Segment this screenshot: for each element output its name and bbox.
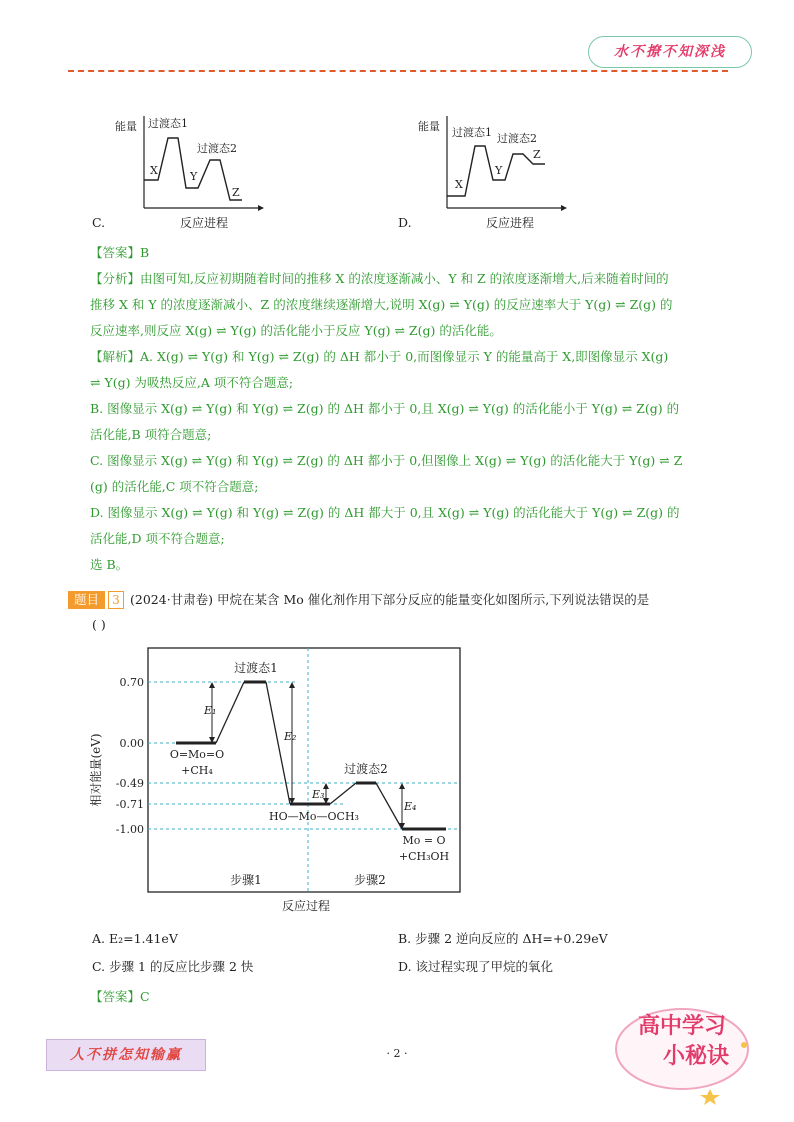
d-xlabel: 反应进程 bbox=[486, 216, 535, 230]
explain-line-1: 【解析】A. X(g) ⇌ Y(g) 和 Y(g) ⇌ Z(g) 的 ΔH 都小于 0,而图像显示 Y 的能量高于 X,即图像显示 X(g) bbox=[90, 349, 669, 364]
label-e1: E₁ bbox=[204, 704, 217, 717]
question3-answer: 【答案】C bbox=[90, 989, 150, 1004]
badge-line-1: 高中学习 bbox=[637, 1014, 726, 1039]
explain-line-9: 选 B。 bbox=[90, 557, 129, 572]
question-number: 3 bbox=[108, 591, 124, 609]
c-xlabel: 反应进程 bbox=[180, 216, 229, 230]
option-c-label: C. bbox=[92, 215, 106, 230]
label-s3: Mo = O bbox=[402, 834, 446, 847]
d-x: X bbox=[455, 178, 463, 191]
footer-motto: 人不拼怎知输赢 bbox=[46, 1039, 206, 1071]
option-d-label: D. bbox=[398, 215, 412, 230]
label-e2: E₂ bbox=[284, 730, 297, 743]
question-stem: (2024·甘肃卷) 甲烷在某含 Mo 催化剂作用下部分反应的能量变化如图所示,下列说法错误的是 bbox=[130, 592, 650, 607]
tick-049: -0.49 bbox=[115, 777, 144, 790]
explain-line-3: B. 图像显示 X(g) ⇌ Y(g) 和 Y(g) ⇌ Z(g) 的 ΔH 都小于 0,且 X(g) ⇌ Y(g) 的活化能小于 Y(g) ⇌ Z(g) 的 bbox=[90, 401, 680, 416]
tick-100: -1.00 bbox=[115, 823, 144, 836]
header-divider bbox=[68, 70, 728, 72]
study-tips-badge bbox=[610, 1005, 760, 1105]
label-ts2: 过渡态2 bbox=[344, 762, 388, 776]
c-ylabel: 能量 bbox=[115, 120, 137, 133]
option-c: C. 步骤 1 的反应比步骤 2 快 bbox=[92, 959, 254, 974]
d-ts1: 过渡态1 bbox=[452, 126, 492, 139]
question-blank: ( ) bbox=[92, 617, 106, 632]
label-ts1: 过渡态1 bbox=[234, 661, 278, 675]
explain-line-4: 活化能,B 项符合题意; bbox=[90, 427, 212, 442]
d-ylabel: 能量 bbox=[418, 120, 440, 133]
analysis-line-2: 推移 X 和 Y 的浓度逐渐减小、Z 的浓度继续逐渐增大,说明 X(g) ⇌ Y(g) 的反应速率大于 Y(g) ⇌ Z(g) 的 bbox=[90, 297, 673, 312]
explain-line-8: 活化能,D 项不符合题意; bbox=[90, 531, 225, 546]
c-ts2: 过渡态2 bbox=[197, 142, 237, 155]
option-d-chart bbox=[415, 108, 575, 216]
tick-000: 0.00 bbox=[119, 737, 144, 750]
label-s1b: +CH₄ bbox=[181, 764, 213, 777]
header-motto: 水不撩不知深浅 bbox=[588, 36, 752, 68]
chart-xlabel: 反应过程 bbox=[281, 899, 331, 913]
analysis-line-3: 反应速率,则反应 X(g) ⇌ Y(g) 的活化能小于反应 Y(g) ⇌ Z(g) 的活化能。 bbox=[90, 323, 502, 338]
tick-071: -0.71 bbox=[115, 798, 144, 811]
tick-070: 0.70 bbox=[119, 676, 144, 689]
explain-line-7: D. 图像显示 X(g) ⇌ Y(g) 和 Y(g) ⇌ Z(g) 的 ΔH 都大于 0,且 X(g) ⇌ Y(g) 的活化能大于 Y(g) ⇌ Z(g) 的 bbox=[90, 505, 680, 520]
c-x: X bbox=[150, 164, 158, 177]
answer1-tag: 【答案】B bbox=[90, 245, 150, 260]
option-d: D. 该过程实现了甲烷的氧化 bbox=[398, 959, 554, 974]
question-label: 题目 bbox=[68, 591, 105, 609]
analysis-line-1: 【分析】由图可知,反应初期随着时间的推移 X 的浓度逐渐减小、Y 和 Z 的浓度逐渐增大,后来随着时间的 bbox=[90, 271, 669, 286]
label-s1: O=Mo=O bbox=[169, 748, 225, 761]
c-y: Y bbox=[190, 170, 198, 183]
label-s2: HO—Mo—OCH₃ bbox=[269, 810, 359, 823]
option-b: B. 步骤 2 逆向反应的 ΔH=+0.29eV bbox=[398, 931, 608, 946]
d-z: Z bbox=[533, 148, 541, 161]
option-c-chart bbox=[110, 108, 270, 216]
c-ts1: 过渡态1 bbox=[148, 117, 188, 130]
chart-ylabel: 相对能量(eV) bbox=[89, 733, 103, 807]
option-a: A. E₂=1.41eV bbox=[92, 931, 178, 946]
c-z: Z bbox=[232, 186, 240, 199]
explain-line-2: ⇌ Y(g) 为吸热反应,A 项不符合题意; bbox=[90, 375, 294, 390]
explain-line-5: C. 图像显示 X(g) ⇌ Y(g) 和 Y(g) ⇌ Z(g) 的 ΔH 都小于 0,但图像上 X(g) ⇌ Y(g) 的活化能大于 Y(g) ⇌ Z bbox=[90, 453, 683, 468]
label-e3: E₃ bbox=[312, 788, 325, 801]
label-e4: E₄ bbox=[404, 800, 417, 813]
energy-diagram bbox=[86, 640, 476, 920]
label-step1: 步骤1 bbox=[230, 873, 262, 887]
badge-line-2: 小秘诀 bbox=[662, 1044, 729, 1069]
explain-line-6: (g) 的活化能,C 项不符合题意; bbox=[90, 479, 259, 494]
label-s3b: +CH₃OH bbox=[398, 850, 450, 863]
label-step2: 步骤2 bbox=[354, 873, 386, 887]
d-y: Y bbox=[495, 164, 503, 177]
page-number: · 2 · bbox=[386, 1047, 408, 1060]
d-ts2: 过渡态2 bbox=[497, 132, 537, 145]
